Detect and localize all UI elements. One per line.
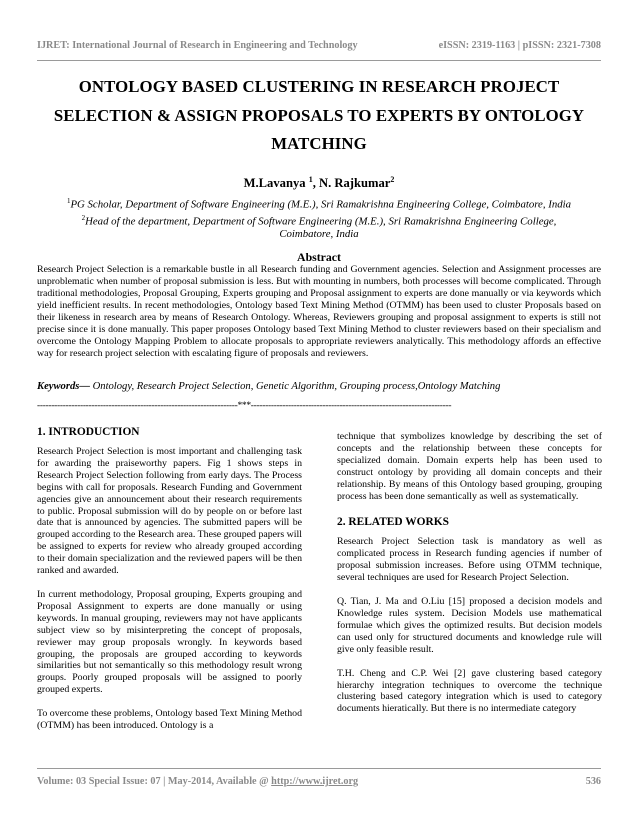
- author-list: [40, 175, 598, 191]
- related-paragraph-1: Research Project Selection task is mandatory as well as complicated process in Research funding agencies if number of proposal submission increases. Before using OTMM technique, several techniques are used for Research Project Selection.: [337, 536, 602, 584]
- footer-rule: [37, 768, 601, 769]
- intro-paragraph-3: To overcome these problems, Ontology based Text Mining Method (OTMM) has been introduced. Ontology is a: [37, 708, 302, 732]
- header-rule: [37, 60, 601, 61]
- intro-paragraph-2: In current methodology, Proposal grouping, Experts grouping and Proposal Assignment to experts are done manually or using keywords. In manual grouping, reviewers may not have applicants subject view so by misinterpreting the concept of proposals, reviewer may group proposals wrongly. In keywords based grouping, the proposals are grouped according to keywords similarities but not semantically so this methodology result wrong groups. Poorly grouped proposals will be assigned to poorly grouped experts.: [37, 588, 302, 696]
- affiliation-1-text: PG Scholar, Department of Software Engineering (M.E.), Sri Ramakrishna Engineering College, Coimbatore, India: [70, 198, 572, 211]
- keywords-text: Ontology, Research Project Selection, Genetic Algorithm, Grouping process,Ontology Matching: [89, 381, 501, 392]
- abstract-text: Research Project Selection is a remarkable bustle in all Research funding and Government agencies. Selection and Assignment processes are unproblematic when number of proposal submission is less. But with mounting in numbers, both processes will become complicated. Through traditional methodologies, Proposal Grouping, Experts grouping and Proposal assignment to experts are done manually or via keywords which yield inefficient results. In recent methodologies, Ontology based Text Mining Method (OTMM) has been used to cluster Proposals based on their likeness in research area by means of Research Ontology. Whereas, Reviewers grouping and proposal assignment to experts is still not precise since it is done manually. This paper proposes Ontology based Text Mining Method to cluster reviewers based on their specialism and overcome the Ontology Mapping Problem to allocate proposals to appropriate reviewers analytically. This methodology affords an effective way for research project selection with escalating figure of proposals and reviewers.: [37, 264, 601, 360]
- left-column: [37, 426, 302, 732]
- journal-link[interactable]: http://www.ijret.org: [271, 776, 359, 787]
- title-line-1: ONTOLOGY BASED CLUSTERING IN RESEARCH PROJECT: [78, 77, 560, 96]
- affiliation-2-text: Head of the department, Department of Software Engineering (M.E.), Sri Ramakrishna Engineering College,: [85, 215, 557, 228]
- issn-number: eISSN: 2319-1163 | pISSN: 2321-7308: [438, 40, 601, 51]
- affiliations: [40, 195, 598, 241]
- affiliation-1: [40, 195, 598, 212]
- right-column: [337, 431, 602, 715]
- volume-info: [37, 776, 358, 787]
- author-2-mark: 2: [390, 175, 395, 184]
- author-1-mark: 1: [308, 175, 313, 184]
- author-1: M.Lavanya: [243, 176, 309, 191]
- abstract-heading: Abstract: [297, 250, 341, 264]
- author-2: , N. Rajkumar: [312, 176, 391, 191]
- volume-text: Volume: 03 Special Issue: 07 | May-2014, Available @: [37, 776, 272, 787]
- related-paragraph-3: T.H. Cheng and C.P. Wei [2] gave clustering based category hierarchy integration techniques to overcome the technique clustering based category integration which is used to category documents hieratically. But there is no intermediate category: [337, 667, 602, 715]
- keywords-label: Keywords—: [37, 381, 90, 392]
- title-line-3: MATCHING: [271, 134, 367, 153]
- affiliation-2-city: Coimbatore, India: [279, 228, 359, 241]
- journal-name: IJRET: International Journal of Research in Engineering and Technology: [37, 40, 358, 51]
- affiliation-2-mark: 2: [81, 213, 86, 222]
- affiliation-2: [40, 212, 598, 229]
- introduction-heading: 1. INTRODUCTION: [37, 426, 140, 438]
- keywords: [37, 381, 601, 392]
- title-line-2: SELECTION & ASSIGN PROPOSALS TO EXPERTS BY ONTOLOGY: [53, 105, 585, 125]
- intro-paragraph-1: Research Project Selection is most important and challenging task for awarding the praiseworthy papers. Fig 1 shows steps in Research Project Selection following from early days. The Process begins with call for proposals. Research Funding and Government agencies give an announcement about their research requirements to public. Proposal submission will do by people on or before last date that is announced by agencies. The submitted papers will be grouped according to the Research area. These grouped papers will be assigned to experts for review who already grouped according to their domain specialization and the reviewed papers will be then ranked and awarded.: [37, 446, 302, 577]
- running-header: [37, 40, 601, 54]
- page-number: 536: [585, 776, 601, 787]
- intro-continuation: technique that symbolizes knowledge by describing the set of concepts and the relationship between these concepts for specialized domain. Domain experts help has been used to construct ontology by providing all domain concepts and their relationship. By means of this Ontology based grouping, grouping process has been done semantically as well as systematically.: [337, 431, 602, 502]
- paper-title: [40, 73, 598, 159]
- related-paragraph-2: Q. Tian, J. Ma and O.Liu [15] proposed a decision models and Knowledge rules system. Decision Models use mathematical formulae which gives the optimized results. But decision models can used only for structured documents and knowledge rule will give only feasible result.: [337, 596, 602, 655]
- related-works-heading: 2. RELATED WORKS: [337, 516, 449, 529]
- section-separator: ----------------------------------------------------------------------***----------------------------------------------------------------------: [37, 401, 452, 411]
- running-footer: [37, 776, 601, 790]
- affiliation-1-mark: 1: [66, 197, 71, 205]
